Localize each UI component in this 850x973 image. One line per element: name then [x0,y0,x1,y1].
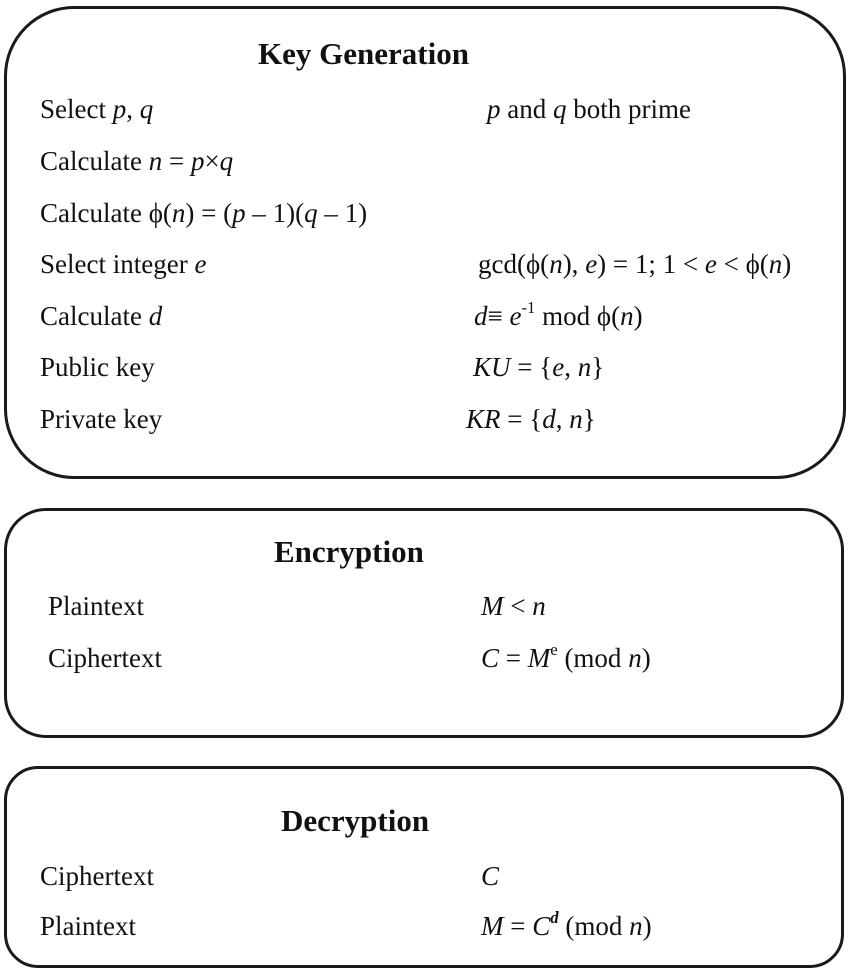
decryption-row-plaintext-label: Plaintext [40,911,136,941]
encryption-box [4,508,844,738]
decryption-row-ciphertext-value: C [481,861,500,891]
encryption-title: Encryption [274,534,424,569]
keygen-row-select-pq-label: Select p, q [40,94,154,124]
keygen-row-select-e-label: Select integer e [40,249,207,279]
keygen-row-calculate-n-label: Calculate n = p×q [40,146,234,176]
encryption-row-plaintext-label: Plaintext [48,591,144,621]
encryption-row-ciphertext-value: $C = M^e$ (mod n) [481,640,651,673]
key-generation-title: Key Generation [258,36,469,71]
decryption-title: Decryption [281,803,430,838]
keygen-row-calculate-phi-label: Calculate ϕ(n) = (p – 1)(q – 1) [40,198,368,228]
keygen-row-private-key-value: KR = {d, n} [466,404,596,434]
keygen-row-calculate-d-value: $d\equiv e^{-1}$ mod ϕ(n) [474,298,643,331]
decryption-row-ciphertext-label: Ciphertext [40,861,154,891]
keygen-row-select-pq-value: p and q both prime [487,94,691,124]
keygen-row-public-key-label: Public key [40,352,155,382]
decryption-row-plaintext-value: $M = C^d$ (mod n) [481,908,652,941]
keygen-row-calculate-d-label: Calculate d [40,301,163,331]
keygen-row-public-key-value: KU = {e, n} [473,352,605,382]
keygen-row-select-e-value: gcd(ϕ(n), e) = 1; 1 < e < ϕ(n) [478,249,792,279]
encryption-row-ciphertext-label: Ciphertext [48,643,162,673]
keygen-row-private-key-label: Private key [40,404,163,434]
encryption-row-plaintext-value: M < n [481,591,546,621]
